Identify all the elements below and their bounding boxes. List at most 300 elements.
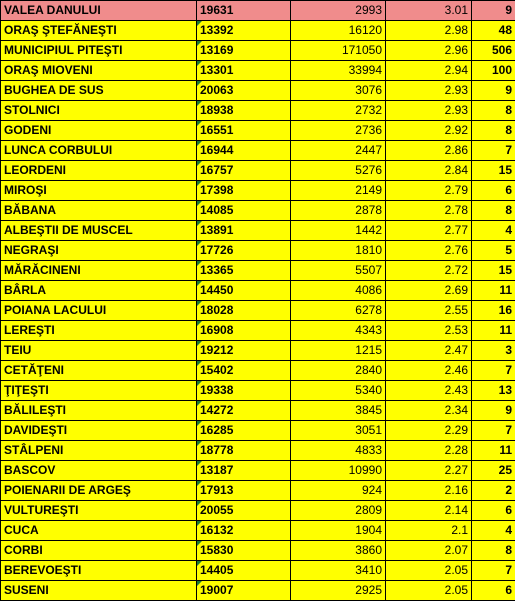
cell-locality-name[interactable] — [1, 221, 197, 241]
cell-code[interactable] — [197, 381, 291, 401]
cell-code-text: 20055 — [200, 503, 234, 517]
error-indicator-icon — [197, 561, 202, 566]
cell-code[interactable] — [197, 101, 291, 121]
cell-value-text: 2840 — [355, 363, 382, 377]
cell-locality-name-text: SUSENI — [4, 583, 49, 597]
error-indicator-icon — [197, 401, 202, 406]
cell-value[interactable] — [291, 301, 386, 321]
cell-value-text: 5507 — [355, 263, 382, 277]
cell-code-text: 18028 — [200, 303, 234, 317]
cell-value[interactable] — [291, 21, 386, 41]
cell-locality-name-text: BĂBANA — [4, 203, 56, 217]
cell-code[interactable] — [197, 201, 291, 221]
cell-count-text: 5 — [505, 243, 512, 257]
table-row — [1, 341, 515, 361]
cell-code[interactable] — [197, 521, 291, 541]
cell-locality-name[interactable] — [1, 201, 197, 221]
cell-value[interactable] — [291, 401, 386, 421]
cell-code[interactable] — [197, 341, 291, 361]
cell-index-text: 2.05 — [444, 563, 468, 577]
cell-locality-name[interactable] — [1, 341, 197, 361]
cell-locality-name[interactable] — [1, 141, 197, 161]
cell-value-text: 5276 — [355, 163, 382, 177]
cell-count-text: 15 — [498, 163, 512, 177]
cell-count[interactable] — [472, 381, 515, 401]
cell-value[interactable] — [291, 501, 386, 521]
table-row — [1, 241, 515, 261]
cell-code-text: 19212 — [200, 343, 234, 357]
cell-locality-name[interactable] — [1, 161, 197, 181]
cell-locality-name[interactable] — [1, 561, 197, 581]
cell-code[interactable] — [197, 441, 291, 461]
cell-count-text: 48 — [498, 23, 512, 37]
cell-locality-name[interactable] — [1, 1, 197, 21]
cell-value[interactable] — [291, 521, 386, 541]
cell-index-text: 2.28 — [444, 443, 468, 457]
cell-count-text: 7 — [505, 143, 512, 157]
cell-locality-name[interactable] — [1, 81, 197, 101]
cell-count[interactable] — [472, 61, 515, 81]
cell-index-text: 2.92 — [444, 123, 468, 137]
cell-code-text: 16908 — [200, 323, 234, 337]
cell-count-text: 8 — [505, 543, 512, 557]
cell-code[interactable] — [197, 41, 291, 61]
cell-count-text: 6 — [505, 503, 512, 517]
cell-count[interactable] — [472, 281, 515, 301]
cell-count[interactable] — [472, 141, 515, 161]
cell-index-text: 2.43 — [444, 383, 468, 397]
cell-value-text: 2447 — [355, 143, 382, 157]
cell-code-text: 14085 — [200, 203, 234, 217]
cell-value[interactable] — [291, 141, 386, 161]
cell-index[interactable] — [386, 501, 472, 521]
cell-count[interactable] — [472, 41, 515, 61]
error-indicator-icon — [197, 241, 202, 246]
cell-code-text: 13169 — [200, 43, 234, 57]
cell-locality-name[interactable] — [1, 181, 197, 201]
cell-count-text: 7 — [505, 423, 512, 437]
cell-index[interactable] — [386, 441, 472, 461]
cell-code[interactable] — [197, 561, 291, 581]
cell-index[interactable] — [386, 321, 472, 341]
cell-index-text: 2.27 — [444, 463, 468, 477]
cell-locality-name-text: BASCOV — [4, 463, 56, 477]
cell-code-text: 18778 — [200, 443, 234, 457]
cell-locality-name-text: CORBI — [4, 543, 43, 557]
cell-value-text: 3410 — [355, 563, 382, 577]
cell-index-text: 2.05 — [444, 583, 468, 597]
cell-locality-name[interactable] — [1, 281, 197, 301]
cell-value-text: 16120 — [348, 23, 382, 37]
cell-index[interactable] — [386, 261, 472, 281]
cell-code[interactable] — [197, 61, 291, 81]
cell-locality-name-text: BĂLILEŞTI — [4, 403, 66, 417]
cell-index-text: 2.77 — [444, 223, 468, 237]
error-indicator-icon — [197, 481, 202, 486]
cell-value[interactable] — [291, 101, 386, 121]
cell-count[interactable] — [472, 201, 515, 221]
cell-locality-name[interactable] — [1, 361, 197, 381]
cell-index[interactable] — [386, 241, 472, 261]
cell-index[interactable] — [386, 561, 472, 581]
cell-locality-name[interactable] — [1, 521, 197, 541]
cell-value-text: 1810 — [355, 243, 382, 257]
cell-code[interactable] — [197, 541, 291, 561]
cell-index[interactable] — [386, 461, 472, 481]
cell-code[interactable] — [197, 421, 291, 441]
cell-code[interactable] — [197, 181, 291, 201]
cell-index[interactable] — [386, 81, 472, 101]
cell-count-text: 9 — [505, 83, 512, 97]
cell-index[interactable] — [386, 201, 472, 221]
cell-value-text: 2993 — [355, 3, 382, 17]
cell-locality-name[interactable] — [1, 301, 197, 321]
cell-count[interactable] — [472, 541, 515, 561]
cell-code-text: 13365 — [200, 263, 234, 277]
cell-count-text: 11 — [499, 283, 512, 297]
cell-value[interactable] — [291, 341, 386, 361]
cell-index-text: 2.29 — [444, 423, 468, 437]
cell-count[interactable] — [472, 341, 515, 361]
cell-locality-name-text: LEORDENI — [4, 163, 67, 177]
cell-code[interactable] — [197, 161, 291, 181]
cell-index[interactable] — [386, 61, 472, 81]
cell-code-text: 20063 — [200, 83, 234, 97]
cell-index-text: 2.69 — [444, 283, 468, 297]
cell-count[interactable] — [472, 421, 515, 441]
cell-value-text: 10990 — [348, 463, 382, 477]
cell-code-text: 13301 — [200, 63, 234, 77]
cell-index[interactable] — [386, 1, 472, 21]
cell-count-text: 4 — [505, 223, 512, 237]
cell-value[interactable] — [291, 321, 386, 341]
cell-code[interactable] — [197, 21, 291, 41]
cell-count[interactable] — [472, 241, 515, 261]
cell-code-text: 19338 — [200, 383, 234, 397]
cell-code-text: 16132 — [200, 523, 234, 537]
cell-value[interactable] — [291, 1, 386, 21]
cell-locality-name[interactable] — [1, 61, 197, 81]
cell-locality-name[interactable] — [1, 461, 197, 481]
table-row — [1, 321, 515, 341]
cell-locality-name-text: MĂRĂCINENI — [4, 263, 81, 277]
cell-count-text: 7 — [505, 363, 512, 377]
cell-index-text: 2.93 — [444, 103, 468, 117]
cell-locality-name[interactable] — [1, 241, 197, 261]
table-row — [1, 161, 515, 181]
cell-code[interactable] — [197, 301, 291, 321]
cell-count[interactable] — [472, 561, 515, 581]
cell-value[interactable] — [291, 201, 386, 221]
cell-index[interactable] — [386, 121, 472, 141]
table-row — [1, 281, 515, 301]
cell-code[interactable] — [197, 581, 291, 601]
cell-value-text: 2878 — [355, 203, 382, 217]
cell-count-text: 25 — [498, 463, 512, 477]
cell-index[interactable] — [386, 361, 472, 381]
cell-value[interactable] — [291, 461, 386, 481]
error-indicator-icon — [197, 381, 202, 386]
cell-locality-name[interactable] — [1, 381, 197, 401]
cell-value[interactable] — [291, 41, 386, 61]
cell-code[interactable] — [197, 281, 291, 301]
cell-value[interactable] — [291, 361, 386, 381]
cell-index[interactable] — [386, 301, 472, 321]
cell-locality-name-text: ŢIŢEŞTI — [4, 383, 49, 397]
error-indicator-icon — [197, 21, 202, 26]
cell-code[interactable] — [197, 481, 291, 501]
cell-count-text: 3 — [505, 343, 512, 357]
cell-value-text: 6278 — [355, 303, 382, 317]
cell-value-text: 3860 — [355, 543, 382, 557]
cell-index[interactable] — [386, 481, 472, 501]
cell-count-text: 4 — [505, 523, 512, 537]
cell-value[interactable] — [291, 161, 386, 181]
cell-count-text: 13 — [498, 383, 512, 397]
cell-value[interactable] — [291, 421, 386, 441]
cell-value[interactable] — [291, 121, 386, 141]
cell-locality-name-text: VULTUREŞTI — [4, 503, 79, 517]
cell-count[interactable] — [472, 441, 515, 461]
cell-count-text: 8 — [505, 103, 512, 117]
cell-code-text: 17913 — [200, 483, 234, 497]
cell-locality-name[interactable] — [1, 441, 197, 461]
table-row — [1, 81, 515, 101]
error-indicator-icon — [197, 581, 202, 586]
cell-locality-name-text: DAVIDEŞTI — [4, 423, 68, 437]
cell-locality-name[interactable] — [1, 401, 197, 421]
table-row — [1, 21, 515, 41]
cell-locality-name-text: BÂRLA — [4, 283, 46, 297]
cell-code-text: 14450 — [200, 283, 234, 297]
cell-locality-name-text: STÂLPENI — [4, 443, 64, 457]
cell-index-text: 2.55 — [444, 303, 468, 317]
cell-index[interactable] — [386, 341, 472, 361]
cell-code[interactable] — [197, 461, 291, 481]
cell-code[interactable] — [197, 1, 291, 21]
cell-code-text: 16944 — [200, 143, 234, 157]
cell-count[interactable] — [472, 401, 515, 421]
cell-code-text: 19631 — [200, 3, 234, 17]
cell-value[interactable] — [291, 181, 386, 201]
cell-code[interactable] — [197, 121, 291, 141]
cell-code-text: 14405 — [200, 563, 234, 577]
cell-code-text: 15830 — [200, 543, 234, 557]
cell-count[interactable] — [472, 81, 515, 101]
error-indicator-icon — [197, 461, 202, 466]
cell-index-text: 2.1 — [451, 523, 468, 537]
cell-locality-name-text: LEREŞTI — [4, 323, 55, 337]
cell-value-text: 1442 — [355, 223, 382, 237]
cell-locality-name-text: STOLNICI — [4, 103, 60, 117]
cell-value-text: 4086 — [355, 283, 382, 297]
cell-count[interactable] — [472, 461, 515, 481]
cell-locality-name[interactable] — [1, 261, 197, 281]
cell-index-text: 2.14 — [444, 503, 468, 517]
cell-count[interactable] — [472, 301, 515, 321]
cell-index[interactable] — [386, 101, 472, 121]
table-row — [1, 541, 515, 561]
cell-count[interactable] — [472, 181, 515, 201]
table-row — [1, 101, 515, 121]
cell-value-text: 2809 — [355, 503, 382, 517]
table-row — [1, 201, 515, 221]
cell-locality-name[interactable] — [1, 101, 197, 121]
cell-index[interactable] — [386, 21, 472, 41]
cell-index-text: 2.16 — [444, 483, 468, 497]
cell-code[interactable] — [197, 221, 291, 241]
cell-locality-name[interactable] — [1, 581, 197, 601]
cell-count[interactable] — [472, 221, 515, 241]
cell-value[interactable] — [291, 441, 386, 461]
cell-value-text: 3845 — [355, 403, 382, 417]
cell-value-text: 3051 — [355, 423, 382, 437]
cell-locality-name[interactable] — [1, 321, 197, 341]
cell-value-text: 33994 — [348, 63, 382, 77]
cell-value[interactable] — [291, 241, 386, 261]
cell-count[interactable] — [472, 361, 515, 381]
cell-index[interactable] — [386, 281, 472, 301]
cell-count-text: 8 — [505, 203, 512, 217]
cell-index[interactable] — [386, 381, 472, 401]
cell-value[interactable] — [291, 221, 386, 241]
cell-index[interactable] — [386, 41, 472, 61]
cell-count[interactable] — [472, 1, 515, 21]
cell-index-text: 2.46 — [444, 363, 468, 377]
table-row — [1, 381, 515, 401]
cell-code-text: 13187 — [200, 463, 234, 477]
cell-index-text: 2.78 — [444, 203, 468, 217]
table-row — [1, 461, 515, 481]
cell-code[interactable] — [197, 361, 291, 381]
cell-value[interactable] — [291, 541, 386, 561]
cell-value[interactable] — [291, 81, 386, 101]
error-indicator-icon — [197, 161, 202, 166]
table-row — [1, 301, 515, 321]
cell-index-text: 2.76 — [444, 243, 468, 257]
cell-value-text: 2925 — [355, 583, 382, 597]
cell-index[interactable] — [386, 161, 472, 181]
error-indicator-icon — [197, 261, 202, 266]
cell-value[interactable] — [291, 481, 386, 501]
cell-locality-name[interactable] — [1, 21, 197, 41]
cell-count[interactable] — [472, 501, 515, 521]
cell-value-text: 171050 — [341, 43, 382, 57]
cell-locality-name[interactable] — [1, 421, 197, 441]
cell-locality-name-text: MIROŞI — [4, 183, 47, 197]
cell-index-text: 2.84 — [444, 163, 468, 177]
cell-index[interactable] — [386, 141, 472, 161]
error-indicator-icon — [197, 321, 202, 326]
cell-code[interactable] — [197, 261, 291, 281]
cell-count[interactable] — [472, 321, 515, 341]
cell-index[interactable] — [386, 581, 472, 601]
table-row — [1, 1, 515, 21]
cell-count[interactable] — [472, 481, 515, 501]
cell-index-text: 2.96 — [444, 43, 468, 57]
cell-locality-name[interactable] — [1, 41, 197, 61]
error-indicator-icon — [197, 281, 202, 286]
cell-value[interactable] — [291, 281, 386, 301]
cell-count-text: 8 — [505, 123, 512, 137]
cell-code[interactable] — [197, 501, 291, 521]
cell-locality-name-text: CUCA — [4, 523, 39, 537]
cell-count[interactable] — [472, 101, 515, 121]
cell-code[interactable] — [197, 141, 291, 161]
error-indicator-icon — [197, 181, 202, 186]
cell-locality-name-text: MUNICIPIUL PITEŞTI — [4, 43, 123, 57]
table-row — [1, 221, 515, 241]
cell-count[interactable] — [472, 521, 515, 541]
table-row — [1, 361, 515, 381]
cell-value[interactable] — [291, 261, 386, 281]
cell-count-text: 100 — [491, 63, 512, 77]
error-indicator-icon — [197, 81, 202, 86]
cell-value-text: 1215 — [355, 343, 382, 357]
cell-locality-name[interactable] — [1, 541, 197, 561]
cell-locality-name[interactable] — [1, 121, 197, 141]
cell-index[interactable] — [386, 421, 472, 441]
cell-count[interactable] — [472, 161, 515, 181]
cell-locality-name-text: GODENI — [4, 123, 52, 137]
cell-index[interactable] — [386, 521, 472, 541]
cell-count[interactable] — [472, 261, 515, 281]
cell-locality-name-text: ALBEŞTII DE MUSCEL — [4, 223, 133, 237]
cell-code-text: 16757 — [200, 163, 234, 177]
cell-value[interactable] — [291, 61, 386, 81]
cell-code-text: 16551 — [200, 123, 234, 137]
cell-index-text: 2.93 — [444, 83, 468, 97]
cell-index[interactable] — [386, 181, 472, 201]
error-indicator-icon — [197, 361, 202, 366]
cell-count[interactable] — [472, 581, 515, 601]
cell-count-text: 11 — [499, 323, 512, 337]
cell-locality-name[interactable] — [1, 481, 197, 501]
cell-code[interactable] — [197, 401, 291, 421]
cell-value-text: 3076 — [355, 83, 382, 97]
cell-count[interactable] — [472, 121, 515, 141]
cell-code[interactable] — [197, 81, 291, 101]
cell-count-text: 2 — [505, 483, 512, 497]
cell-index-text: 2.79 — [444, 183, 468, 197]
cell-index-text: 2.47 — [444, 343, 468, 357]
table-row — [1, 401, 515, 421]
cell-code[interactable] — [197, 321, 291, 341]
error-indicator-icon — [197, 541, 202, 546]
cell-value[interactable] — [291, 381, 386, 401]
cell-code-text: 13392 — [200, 23, 234, 37]
table-row — [1, 501, 515, 521]
cell-code[interactable] — [197, 241, 291, 261]
cell-locality-name-text: NEGRAŞI — [4, 243, 59, 257]
error-indicator-icon — [197, 101, 202, 106]
cell-code-text: 18938 — [200, 103, 234, 117]
cell-count-text: 16 — [498, 303, 512, 317]
cell-value-text: 1904 — [355, 523, 382, 537]
cell-index[interactable] — [386, 221, 472, 241]
cell-value[interactable] — [291, 581, 386, 601]
error-indicator-icon — [197, 121, 202, 126]
table-row — [1, 261, 515, 281]
cell-index[interactable] — [386, 401, 472, 421]
table-row — [1, 121, 515, 141]
cell-count[interactable] — [472, 21, 515, 41]
cell-value-text: 2732 — [355, 103, 382, 117]
cell-locality-name[interactable] — [1, 501, 197, 521]
cell-index[interactable] — [386, 541, 472, 561]
cell-count-text: 7 — [505, 563, 512, 577]
cell-value[interactable] — [291, 561, 386, 581]
